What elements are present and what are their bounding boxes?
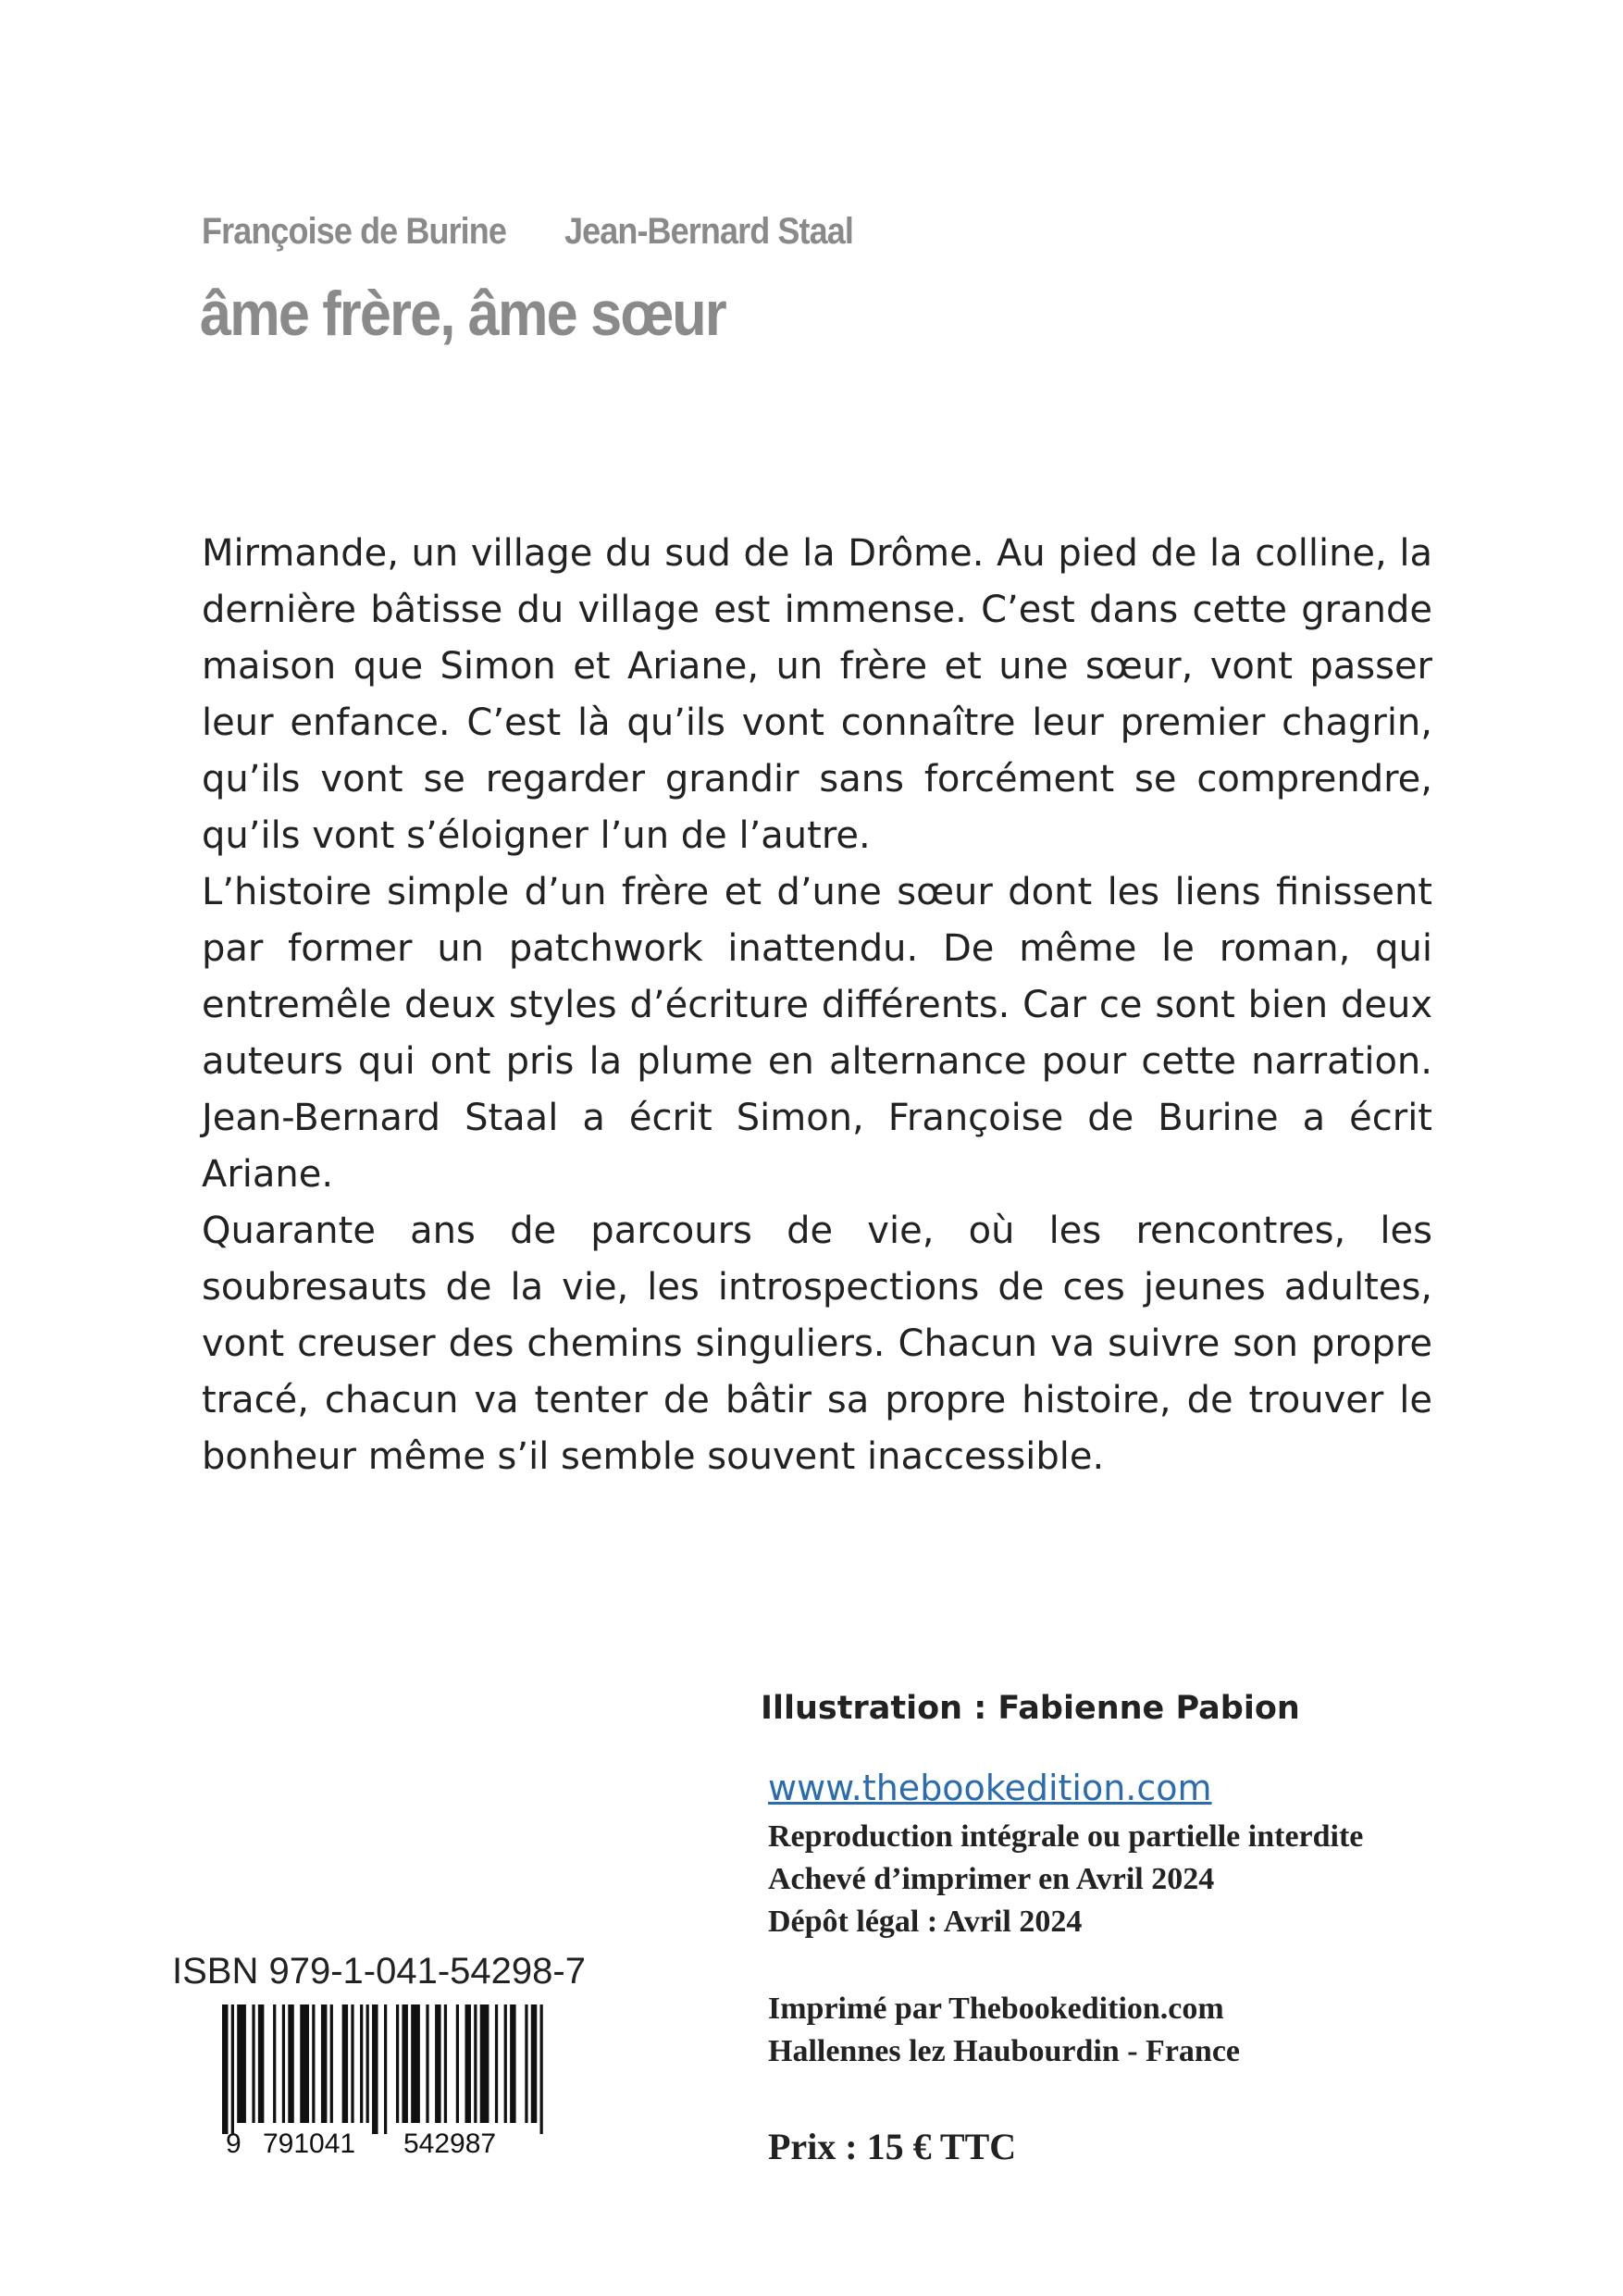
barcode-bar (273, 2004, 276, 2123)
legal-line-reproduction: Reproduction intégrale ou partielle interdite (768, 1819, 1364, 1854)
barcode-bar (531, 2004, 537, 2123)
publisher-website-link[interactable]: www.thebookedition.com (768, 1768, 1212, 1808)
barcode-bar (237, 2004, 246, 2123)
barcode-bar (312, 2004, 315, 2123)
legal-notice (768, 1816, 1363, 1943)
legal-line-legal-deposit: Dépôt légal : Avril 2024 (768, 1905, 1083, 1939)
barcode-bar (360, 2004, 363, 2123)
authors-line (202, 211, 853, 253)
blurb-paragraph-2: L’histoire simple d’un frère et d’une sœur dont les liens finissent par former un patchwork inattendu. De même le roman, qui entremêle deux styles d’écriture différents. Car ce sont bien deux auteurs qui ont pris la plume en alternance pour cette narration. Jean-Bernard Staal a écrit Simon, Françoise de Burine a écrit Ariane. (202, 871, 1432, 1196)
barcode-bar (288, 2004, 293, 2123)
barcode-bar (384, 2004, 387, 2134)
barcode-bar (435, 2004, 440, 2123)
barcode-bar (504, 2004, 507, 2123)
author-2: Jean-Bernard Staal (564, 211, 853, 252)
barcode-bar (342, 2004, 348, 2123)
book-title: âme frère, âme sœur (200, 279, 725, 349)
printer-name: Imprimé par Thebookedition.com (768, 1992, 1224, 2026)
barcode-digit-prefix: 9 (226, 2128, 242, 2159)
barcode-bar (510, 2004, 515, 2123)
barcode-bar (525, 2004, 527, 2123)
barcode-bar (426, 2004, 428, 2123)
blurb-paragraph-1: Mirmande, un village du sud de la Drôme. Au pied de la colline, la dernière bâtisse du village est immense. C’est dans cette grande maison que Simon et Ariane, un frère et une sœur, vont passer leur enfance. C’est là qu’ils vont connaître leur premier chagrin, qu’ils vont se regarder grandir sans forcément se comprendre, qu’ils vont s’éloigner l’un de l’autre. (202, 532, 1432, 857)
back-cover-blurb (202, 526, 1432, 1485)
author-1: Françoise de Burine (202, 211, 507, 252)
barcode-digits-left: 791041 (263, 2128, 356, 2159)
barcode-bar (321, 2004, 327, 2123)
barcode-bar (444, 2004, 447, 2123)
barcode-bar (366, 2004, 369, 2123)
barcode-bar (495, 2004, 498, 2123)
barcode-bar (411, 2004, 420, 2123)
barcode-bar (540, 2004, 543, 2134)
legal-line-printing-date: Achevé d’imprimer en Avril 2024 (768, 1862, 1215, 1896)
illustration-credit: Illustration : Fabienne Pabion (761, 1690, 1300, 1727)
barcode-bar (231, 2004, 234, 2134)
barcode-bar (258, 2004, 264, 2123)
barcode-bar (330, 2004, 333, 2123)
barcode-bar (465, 2004, 471, 2123)
barcode-digits-right: 542987 (403, 2128, 497, 2159)
barcode-bar (456, 2004, 459, 2123)
isbn-label: ISBN 979-1-041-54298-7 (172, 1951, 586, 1992)
barcode-bar (222, 2004, 228, 2134)
barcode-bar (402, 2004, 407, 2123)
printer-info (768, 1988, 1240, 2073)
barcode-bar (396, 2004, 399, 2123)
price: Prix : 15 € TTC (768, 2126, 1017, 2167)
printer-location: Hallennes lez Haubourdin - France (768, 2034, 1240, 2068)
barcode-bar (372, 2004, 378, 2134)
barcode-bar (474, 2004, 477, 2123)
barcode-bar (351, 2004, 353, 2123)
barcode-bar (300, 2004, 309, 2123)
barcode-bar (282, 2004, 285, 2123)
barcode-bar (480, 2004, 489, 2123)
blurb-paragraph-3: Quarante ans de parcours de vie, où les rencontres, les soubresauts de la vie, les introspections de ces jeunes adultes, vont creuser des chemins singuliers. Chacun va suivre son propre tracé, chacun va tenter de bâtir sa propre histoire, de trouver le bonheur même s’il semble souvent inaccessible. (202, 1210, 1432, 1478)
barcode-bar (252, 2004, 254, 2123)
barcode-icon (222, 2004, 546, 2134)
